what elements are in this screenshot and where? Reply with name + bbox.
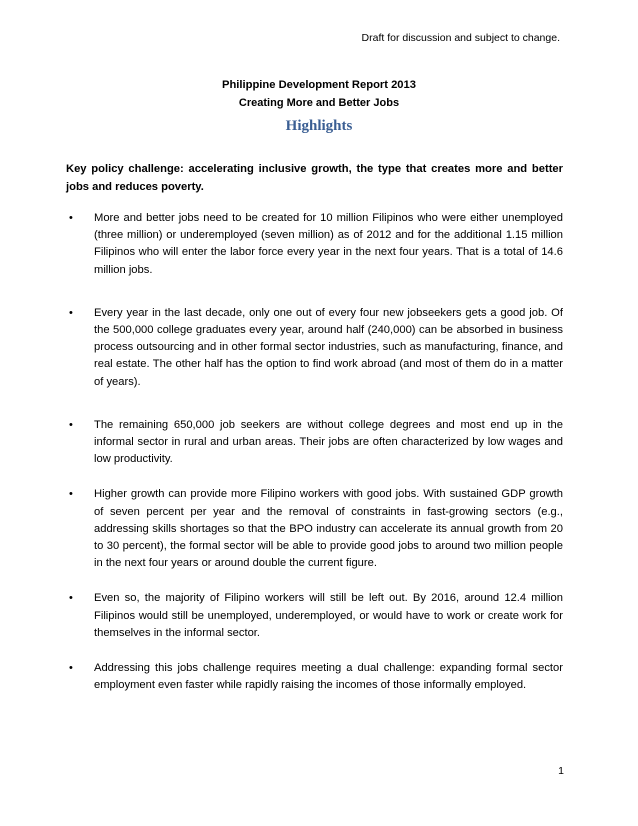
bullet-icon: •	[69, 662, 73, 675]
list-item-text: Every year in the last decade, only one out of every four new jobseekers gets a good job. Of the 500,000 college graduates every year, around half (240,000) can be absorbed in business process outsourcing and in other formal sector industries, such as manufacturing, finance, and real estate. The other half has the option to find work abroad (and most of them do in a matter of years).	[94, 306, 563, 388]
highlights-list	[66, 210, 563, 694]
list-item-text: The remaining 650,000 job seekers are without college degrees and most end up in the informal sector in rural and urban areas. Their jobs are often characterized by low wages and low productivity.	[94, 418, 563, 466]
bullet-icon: •	[69, 488, 73, 501]
list-item	[66, 660, 563, 694]
list-item	[66, 417, 563, 469]
list-item-text: Higher growth can provide more Filipino workers with good jobs. With sustained GDP growth of seven percent per year and the removal of constraints in fast-growing sectors (e.g., addressing skills shortages so that the BPO industry can accelerate its annual growth from 20 to 30 percent), the formal sector will be able to provide good jobs to around two million people in the next four years or around double the current figure.	[94, 488, 563, 570]
list-item	[66, 590, 563, 642]
list-item-text: Even so, the majority of Filipino workers will still be left out. By 2016, around 12.4 million Filipinos would still be unemployed, underemployed, or would have to work or create work for themselves in the informal sector.	[94, 592, 563, 639]
bullet-icon: •	[69, 592, 73, 605]
bullet-icon: •	[69, 418, 73, 431]
highlights-heading: Highlights	[285, 118, 353, 134]
bullet-icon: •	[69, 306, 73, 319]
list-item	[66, 210, 563, 279]
report-title-line1: Philippine Development Report 2013	[222, 79, 416, 91]
bullet-icon: •	[69, 212, 73, 224]
report-title	[0, 76, 638, 112]
list-item	[66, 486, 563, 572]
draft-note: Draft for discussion and subject to change.	[361, 32, 560, 44]
page-number: 1	[558, 765, 564, 777]
policy-challenge: Key policy challenge: accelerating inclusive growth, the type that creates more and better jobs and reduces poverty.	[66, 163, 563, 193]
report-title-line2: Creating More and Better Jobs	[238, 97, 400, 109]
list-item-text: More and better jobs need to be created for 10 million Filipinos who were either unemployed (three million) or underemployed (seven million) as of 2012 and for the additional 1.15 million Filipinos who will enter the labor force every year in the next four years. That is a total of 14.6 million jobs.	[94, 212, 563, 276]
list-item	[66, 305, 563, 391]
list-item-text: Addressing this jobs challenge requires meeting a dual challenge: expanding formal sector employment even faster while rapidly raising the incomes of those informally employed.	[94, 662, 563, 692]
body-content	[66, 160, 563, 694]
